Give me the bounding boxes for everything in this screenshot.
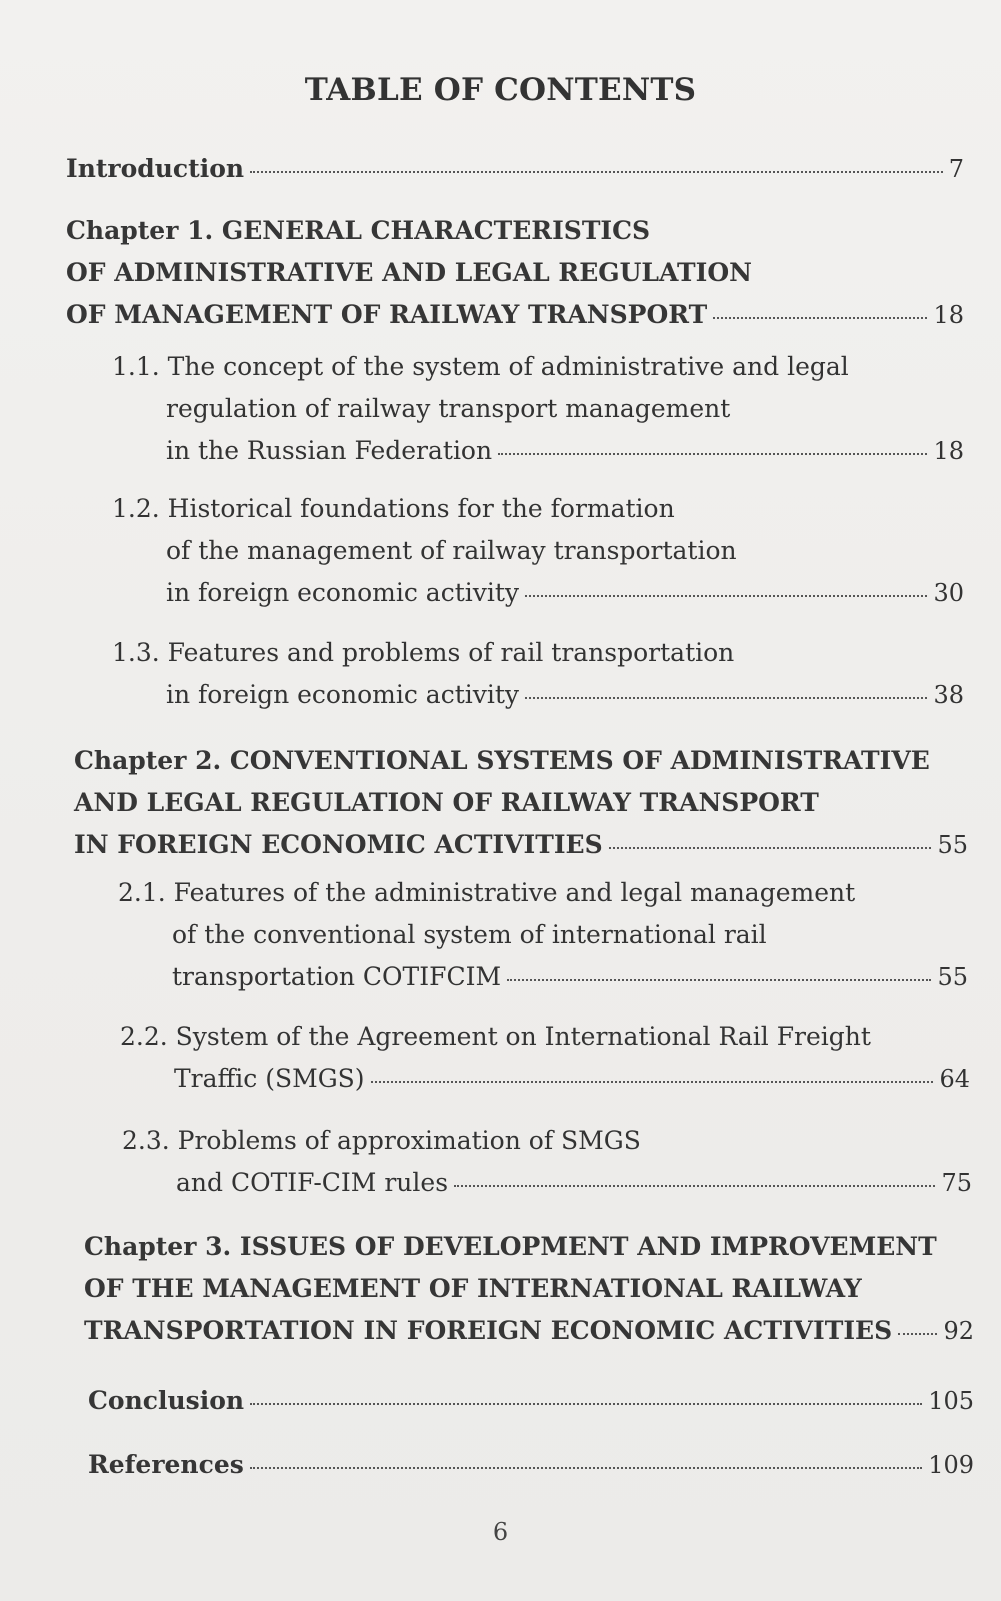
toc-entry-title-line: 1.3. Features and problems of rail transportation (112, 638, 735, 667)
toc-page-number: 109 (928, 1451, 974, 1479)
toc-entry-title-line: in the Russian Federation (166, 436, 493, 465)
toc-entry-title-line: AND LEGAL REGULATION OF RAILWAY TRANSPORT (74, 788, 819, 817)
dot-leader (609, 844, 932, 849)
toc-page-number: 64 (939, 1065, 970, 1093)
toc-entry-conclusion[interactable] (88, 1380, 974, 1422)
toc-page-number: 55 (937, 963, 968, 991)
toc-entry-title-line: OF ADMINISTRATIVE AND LEGAL REGULATION (66, 258, 752, 287)
dot-leader (498, 450, 927, 455)
toc-entry-references[interactable] (88, 1444, 974, 1486)
toc-entry-title-line: in foreign economic activity (166, 680, 520, 709)
toc-entry-title-line: 1.1. The concept of the system of administrative and legal (112, 352, 849, 381)
toc-entry-chapter-3[interactable] (84, 1226, 974, 1352)
toc-page-number: 18 (933, 301, 964, 329)
toc-entry-title-line: OF THE MANAGEMENT OF INTERNATIONAL RAILWAY (84, 1274, 862, 1303)
toc-entry-title-line: regulation of railway transport management (166, 394, 731, 423)
dot-leader (525, 592, 927, 597)
dot-leader (250, 168, 943, 173)
dot-leader (250, 1464, 922, 1469)
dot-leader (454, 1182, 935, 1187)
toc-page-number: 38 (933, 681, 964, 709)
toc-entry-title-line: TRANSPORTATION IN FOREIGN ECONOMIC ACTIVITIES (84, 1316, 893, 1345)
toc-entry-section-2-1[interactable] (118, 872, 968, 998)
toc-entry-title: Introduction (66, 154, 245, 183)
toc-entry-section-2-3[interactable] (122, 1120, 972, 1204)
toc-page-number: 7 (948, 155, 964, 183)
page-number: 6 (492, 1518, 509, 1546)
toc-page-number: 30 (933, 579, 964, 607)
toc-entry-title: References (88, 1450, 244, 1479)
dot-leader (371, 1078, 934, 1083)
toc-entry-title-line: Chapter 1. GENERAL CHARACTERISTICS (66, 216, 651, 245)
toc-entry-title-line: and COTIF-CIM rules (176, 1168, 449, 1197)
toc-entry-title-line: 2.2. System of the Agreement on International Rail Freight (120, 1022, 871, 1051)
toc-page-number: 18 (933, 437, 964, 465)
toc-entry-title-line: Traffic (SMGS) (174, 1064, 365, 1093)
dot-leader (250, 1400, 922, 1405)
toc-entry-title-line: of the management of railway transportation (166, 536, 737, 565)
toc-entry-title-line: 2.1. Features of the administrative and legal management (118, 878, 856, 907)
toc-entry-chapter-1[interactable] (66, 210, 964, 336)
toc-entry-title-line: in foreign economic activity (166, 578, 520, 607)
dot-leader (898, 1330, 937, 1335)
toc-page-number: 55 (937, 831, 968, 859)
toc-entry-title-line: Chapter 3. ISSUES OF DEVELOPMENT AND IMPROVEMENT (84, 1232, 937, 1261)
dot-leader (713, 314, 927, 319)
page-title: TABLE OF CONTENTS (304, 72, 697, 108)
toc-page-number: 75 (941, 1169, 972, 1197)
toc-entry-section-2-2[interactable] (120, 1016, 970, 1100)
dot-leader (507, 976, 931, 981)
toc-entry-section-1-1[interactable] (112, 346, 964, 472)
toc-entry-introduction[interactable] (66, 148, 964, 190)
dot-leader (525, 694, 927, 699)
toc-entry-title: Conclusion (88, 1386, 245, 1415)
toc-entry-title-line: OF MANAGEMENT OF RAILWAY TRANSPORT (66, 300, 708, 329)
toc-entry-chapter-2[interactable] (74, 740, 968, 866)
toc-entry-title-line: of the conventional system of international rail (172, 920, 767, 949)
toc-entry-title-line: Chapter 2. CONVENTIONAL SYSTEMS OF ADMINISTRATIVE (74, 746, 930, 775)
toc-page-number: 92 (943, 1317, 974, 1345)
toc-entry-title-line: IN FOREIGN ECONOMIC ACTIVITIES (74, 830, 603, 859)
toc-page-number: 105 (928, 1387, 974, 1415)
toc-entry-section-1-2[interactable] (112, 488, 964, 614)
toc-entry-section-1-3[interactable] (112, 632, 964, 716)
toc-entry-title-line: transportation COTIFCIM (172, 962, 502, 991)
toc-entry-title-line: 2.3. Problems of approximation of SMGS (122, 1126, 641, 1155)
toc-entry-title-line: 1.2. Historical foundations for the formation (112, 494, 675, 523)
